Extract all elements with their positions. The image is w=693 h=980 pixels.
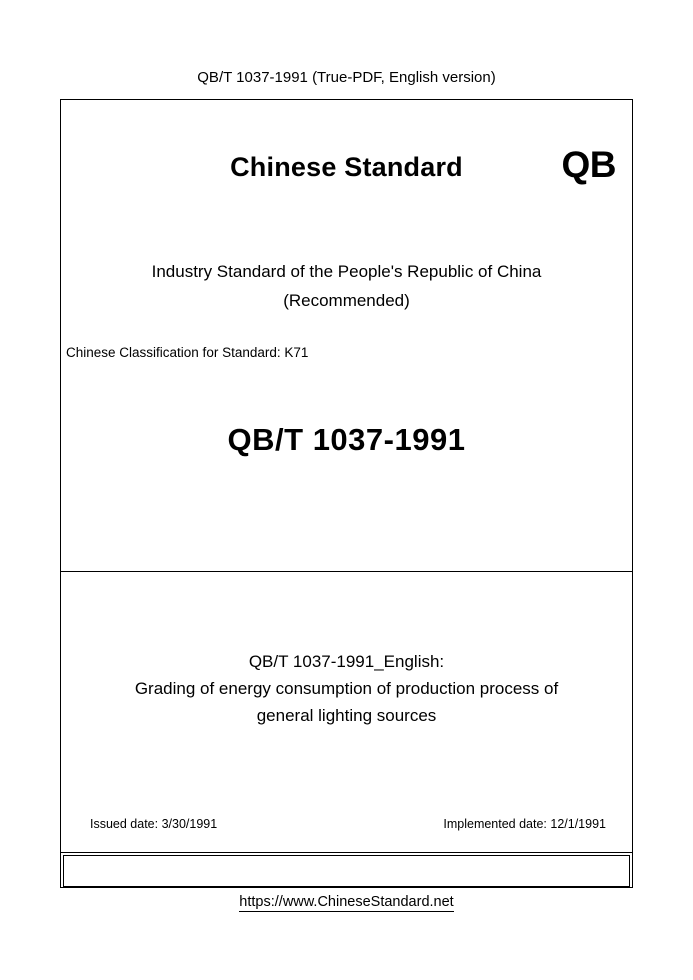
- issued-date: Issued date: 3/30/1991: [90, 817, 218, 831]
- subject-line-3: general lighting sources: [256, 706, 437, 725]
- date-row: [61, 817, 632, 835]
- cover-frame: [60, 99, 633, 888]
- implemented-date: Implemented date: 12/1/1991: [443, 817, 606, 831]
- bottom-bar-inner: [63, 855, 630, 887]
- page-title: Chinese Standard: [230, 152, 463, 182]
- industry-standard-line-2: (Recommended): [283, 291, 410, 310]
- classification-code: Chinese Classification for Standard: K71: [66, 345, 309, 360]
- subject-line-2: Grading of energy consumption of production process of: [134, 679, 559, 698]
- footer-url-text[interactable]: https://www.ChineseStandard.net: [239, 894, 454, 910]
- cover-upper-section: [61, 100, 632, 572]
- document-subject-title: [61, 648, 632, 729]
- footer-url[interactable]: [0, 894, 693, 910]
- subject-line-1: QB/T 1037-1991_English:: [248, 652, 445, 671]
- top-caption: QB/T 1037-1991 (True-PDF, English version): [197, 69, 496, 86]
- industry-standard-line-1: Industry Standard of the People's Republic of China: [151, 262, 542, 281]
- title-row: [61, 144, 632, 202]
- bottom-bar: [61, 852, 632, 889]
- standard-number: QB/T 1037-1991: [227, 422, 466, 457]
- qb-logo: QB: [561, 144, 616, 185]
- industry-standard-line: [61, 257, 632, 315]
- cover-lower-section: [61, 572, 632, 852]
